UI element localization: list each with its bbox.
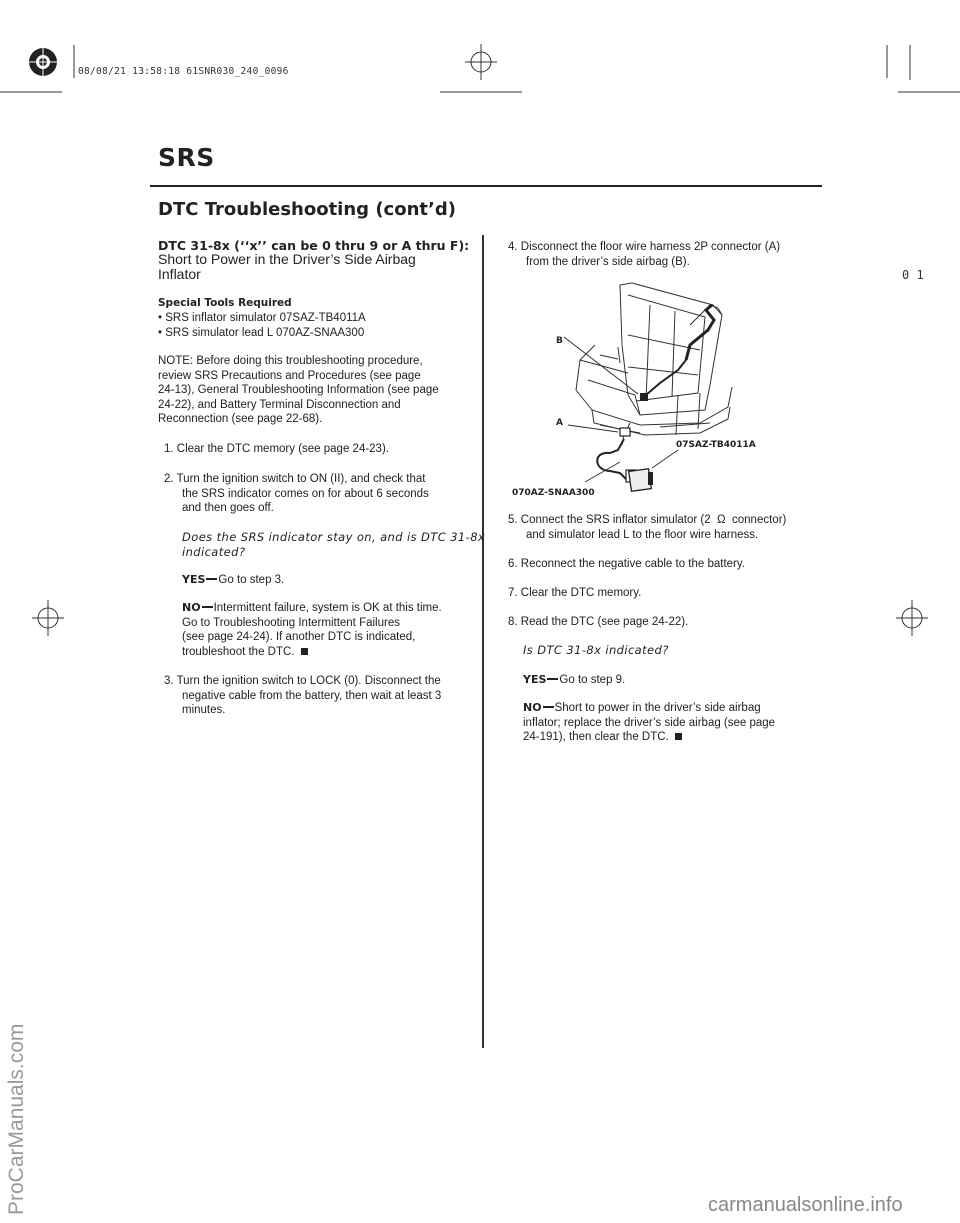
watermark-left: ProCarManuals.com xyxy=(5,1023,28,1215)
page-title: DTC Troubleshooting (cont’d) xyxy=(158,199,456,220)
special-tools-list xyxy=(158,311,366,340)
dtc-subtitle: Short to Power in the Driver’s Side Airbag Inflator xyxy=(158,251,416,282)
print-stamp: 08/08/21 13:58:18 61SNR030_240_0096 xyxy=(78,66,289,77)
step-1: 1. Clear the DTC memory (see page 24-23). xyxy=(164,443,389,455)
page-side-number: 0 1 xyxy=(902,268,924,282)
list-item: • SRS simulator lead L 070AZ-SNAA300 xyxy=(158,326,365,339)
watermark-bottom: carmanualsonline.info xyxy=(708,1194,903,1216)
dtc-heading: DTC 31-8x (‘‘x’’ can be 0 thru 9 or A thru F): xyxy=(158,238,470,253)
end-mark-icon xyxy=(675,733,682,740)
answer-no-2: NO Short to power in the driver’s side airbag inflator; replace the driver’s side airbag (see page 24-191), then clear the DTC. xyxy=(523,701,776,743)
registration-target-icon xyxy=(22,41,64,83)
inflator-simulator xyxy=(629,469,653,492)
figure-label-lead: 070AZ-SNAA300 xyxy=(512,488,595,498)
airbag-connector xyxy=(640,393,648,401)
harness-connector-a xyxy=(620,428,630,436)
figure-label-b: B xyxy=(556,336,563,346)
question-1: Does the SRS indicator stay on, and is DTC 31-8x indicated? xyxy=(182,530,486,559)
figure-label-simulator: 07SAZ-TB4011A xyxy=(676,440,756,450)
simulator-lead xyxy=(597,439,628,481)
answer-yes-1: YES Go to step 3. xyxy=(182,573,285,586)
seat-simulator-figure xyxy=(500,275,800,505)
header-rule xyxy=(150,185,822,187)
special-tools-heading: Special Tools Required xyxy=(158,297,292,309)
step-5: 5. Connect the SRS inflator simulator (2 Ω connector) and simulator lead L to the floor wire harness. xyxy=(508,514,787,541)
side-registration-marks xyxy=(0,580,960,660)
section-title: SRS xyxy=(158,143,215,172)
answer-yes-2: YES Go to step 9. xyxy=(523,673,626,686)
step-3: 3. Turn the ignition switch to LOCK (0). Disconnect the negative cable from the battery, then wait at least 3 minutes. xyxy=(164,675,442,716)
step-6: 6. Reconnect the negative cable to the battery. xyxy=(508,558,745,570)
question-2: Is DTC 31-8x indicated? xyxy=(523,643,669,657)
step-2: 2. Turn the ignition switch to ON (II), and check that the SRS indicator comes on for about 6 seconds and then goes off. xyxy=(164,473,429,514)
column-divider xyxy=(482,235,484,1048)
step-8: 8. Read the DTC (see page 24-22). xyxy=(508,616,689,628)
registration-marks xyxy=(0,0,960,120)
step-4: 4. Disconnect the floor wire harness 2P connector (A) from the driver’s side airbag (B). xyxy=(508,241,781,268)
step-7: 7. Clear the DTC memory. xyxy=(508,587,642,599)
note-paragraph: NOTE: Before doing this troubleshooting procedure, review SRS Precautions and Procedures (see page 24-13), General Troubleshooting Information (see page 24-22), and Battery Terminal Disconnection and Reconnection (see page 22-68). xyxy=(158,355,439,425)
seat-illustration xyxy=(576,283,732,435)
list-item: • SRS inflator simulator 07SAZ-TB4011A xyxy=(158,312,366,324)
crosshair-icon xyxy=(32,600,64,636)
crosshair-icon xyxy=(896,600,928,636)
end-mark-icon xyxy=(301,648,308,655)
figure-label-a: A xyxy=(556,418,563,428)
answer-no-1: NO Intermittent failure, system is OK at this time. Go to Troubleshooting Intermittent Failures (see page 24-24). If another DTC is indicated, troubleshoot the DTC. xyxy=(182,601,442,658)
crosshair-icon xyxy=(465,44,497,80)
